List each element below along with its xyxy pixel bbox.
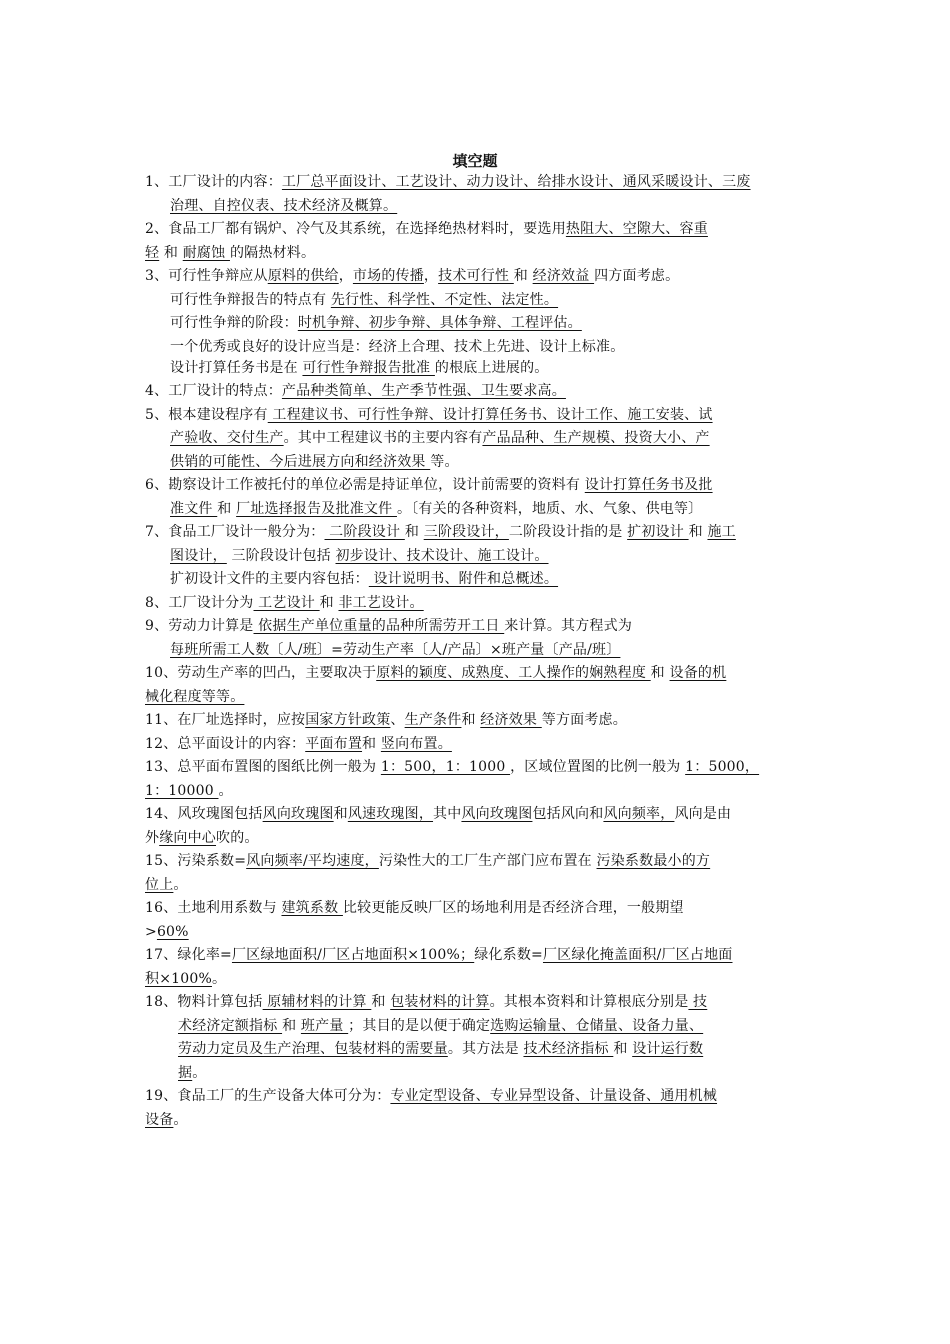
text-line [145, 1086, 717, 1106]
answer-text: 轻 [145, 245, 160, 261]
answer-text: 产品品种、生产规模、投资大小、产 [482, 430, 710, 446]
question-text: 13、总平面布置图的图纸比例一般为 [145, 759, 381, 775]
text-line [170, 313, 582, 333]
text-line [145, 781, 233, 801]
question-text: 2、食品工厂都有锅炉、冷气及其系统，在选择绝热材料时，要选用 [145, 221, 566, 237]
question-text: ，区域位置图的比例一般为 [510, 759, 686, 775]
text-line [145, 992, 707, 1012]
answer-text: 图设计， [170, 548, 227, 564]
answer-text: 耐腐蚀 [182, 245, 230, 261]
answer-text: 1：10000 [145, 783, 219, 799]
text-line [170, 337, 624, 357]
text-line [145, 172, 751, 192]
question-text: 7、食品工厂设计一般分为： [145, 524, 325, 540]
page-title: 填空题 [452, 152, 498, 170]
question-text: ；其目的是以便于确定 [348, 1018, 491, 1034]
question-text: 等。 [430, 454, 459, 470]
answer-text: 产品种类简单、生产季节性强、卫生要求高。 [281, 383, 566, 399]
question-text: 可行性争辩报告的特点有 [170, 292, 331, 308]
question-text: 和 [217, 501, 237, 517]
answer-text: 风向玫瑰图 [461, 806, 533, 822]
question-text: 和 [319, 595, 339, 611]
answer-text: 初步设计、技术设计、施工设计。 [335, 548, 549, 564]
question-text: 和 [333, 806, 348, 822]
question-text: 的隔热材料。 [229, 245, 316, 261]
question-text: 和 [613, 1041, 633, 1057]
answer-text: 缘向中心 [159, 830, 217, 846]
answer-text: 据 [178, 1065, 193, 1081]
text-line [145, 616, 632, 636]
answer-text: 时机争辩、初步争辩、具体争辩、工程评估。 [297, 315, 582, 331]
question-text: 外 [145, 830, 160, 846]
question-text: 可行性争辩的阶段： [170, 315, 298, 331]
text-line [145, 219, 708, 239]
text-line [170, 452, 459, 472]
text-line [145, 922, 189, 942]
answer-text: 工厂总平面设计、工艺设计、动力设计、给排水设计、通风采暖设计、三废 [281, 174, 751, 190]
text-line [170, 196, 397, 216]
question-text: 设计打算任务书是在 [170, 360, 303, 376]
answer-text: 产验收、交付生产 [170, 430, 284, 446]
question-text: 和 [650, 665, 670, 681]
answer-text: 原辅材料的计算 [262, 994, 372, 1010]
question-text: 来计算。其方程式为 [504, 618, 633, 634]
text-line [145, 828, 259, 848]
text-line [145, 1110, 188, 1130]
question-text: ， [423, 268, 439, 284]
question-text: 其中 [433, 806, 462, 822]
answer-text: 技术可行性 [438, 268, 514, 284]
answer-text: 1：500，1：1000 [380, 759, 511, 775]
question-text: 二阶段设计指的是 [508, 524, 628, 540]
question-text: 19、食品工厂的生产设备大体可分为： [145, 1088, 391, 1104]
question-text: 。 [218, 783, 233, 799]
question-text: 吹的。 [216, 830, 259, 846]
question-text: 。 [192, 1065, 207, 1081]
text-line [145, 522, 736, 542]
text-line [170, 499, 702, 519]
answer-text: 械化程度等等。 [145, 689, 245, 705]
answer-text: 施工 [707, 524, 736, 540]
question-text: 。其方法是 [447, 1041, 524, 1057]
question-text: 5、根本建设程序有 [145, 407, 268, 423]
question-text: 和 [688, 524, 708, 540]
text-line [170, 569, 558, 589]
question-text: 10、劳动生产率的凹凸，主要取决于 [145, 665, 377, 681]
answer-text: 扩初设计 [627, 524, 689, 540]
question-text: 、 [390, 712, 405, 728]
answer-text: 位上 [145, 877, 174, 893]
answer-text: 可行性争辩报告批准 [302, 360, 435, 376]
answer-text: 技 [688, 994, 708, 1010]
question-text: 。其根本资料和计算根底分别是 [489, 994, 689, 1010]
text-line [145, 851, 710, 871]
answer-text: 原料的供给 [267, 268, 339, 284]
answer-text: 建筑系数 [281, 900, 343, 916]
text-line [145, 687, 244, 707]
question-text: 16、土地利用系数与 [145, 900, 282, 916]
answer-text: 积×100% [145, 971, 212, 987]
answer-text: 非工艺设计。 [338, 595, 424, 611]
answer-text: 设备 [145, 1112, 174, 1128]
answer-text: 经济效果 [480, 712, 542, 728]
text-line [170, 290, 558, 310]
answer-text: 风速玫瑰图， [347, 806, 434, 822]
text-line [145, 381, 566, 401]
text-line [170, 640, 620, 660]
question-text: 绿化系数= [474, 947, 543, 963]
question-text: 四方面考虑。 [594, 268, 680, 284]
answer-text: 风向频率， [603, 806, 675, 822]
answer-text: 设计打算任务书及批 [584, 477, 713, 493]
question-text: 和 [159, 245, 183, 261]
text-line [145, 266, 679, 286]
answer-text: 选购运输量、仓储量、设备力量、 [490, 1018, 704, 1034]
question-text: 。其中工程建议书的主要内容有 [283, 430, 483, 446]
text-line [145, 945, 733, 965]
question-text: 包括风向和 [532, 806, 604, 822]
answer-text: 厂区绿地面积/厂区占地面积×100%； [231, 947, 475, 963]
answer-text: 术经济定额指标 [178, 1018, 283, 1034]
answer-text: 二阶段设计 [324, 524, 405, 540]
question-text: 和 [362, 736, 381, 752]
answer-text: 工程建议书、可行性争辩、设计打算任务书、设计工作、施工安装、试 [267, 407, 713, 423]
text-line [178, 1063, 206, 1083]
answer-text: 技术经济指标 [523, 1041, 614, 1057]
question-text: 。 [173, 1112, 188, 1128]
text-line [178, 1039, 703, 1059]
answer-text: 污染系数最小的方 [596, 853, 711, 869]
answer-text: 依据生产单位重量的品种所需劳开工日 [253, 618, 505, 634]
answer-text: 先行性、科学性、不定性、法定性。 [330, 292, 559, 308]
question-text: 一个优秀或良好的设计应当是：经济上合理、技术上先进、设计上标准。 [170, 339, 625, 355]
answer-text: 设计运行数 [632, 1041, 704, 1057]
question-text: 14、风玫瑰图包括 [145, 806, 263, 822]
question-text: 18、物料计算包括 [145, 994, 263, 1010]
question-text: 4、工厂设计的特点： [145, 383, 282, 399]
answer-text: 经济效益 [532, 268, 595, 284]
question-text: 12、总平面设计的内容： [145, 736, 306, 752]
answer-text: 工艺设计 [253, 595, 320, 611]
text-line [145, 405, 713, 425]
text-line [145, 710, 627, 730]
question-text: 等方面考虑。 [541, 712, 627, 728]
question-text: 的根底上进展的。 [434, 360, 549, 376]
text-line [145, 593, 424, 613]
question-text: 比较更能反映厂区的场地利用是否经济合理，一般期望 [342, 900, 684, 916]
question-text: 8、工厂设计分为 [145, 595, 254, 611]
answer-text: 风向频率/平均速度， [246, 853, 379, 869]
text-line [170, 428, 710, 448]
answer-text: 风向玫瑰图 [262, 806, 334, 822]
question-text: 17、绿化率= [145, 947, 232, 963]
answer-text: 设备的机 [669, 665, 727, 681]
answer-text: 治理、自控仪表、技术经济及概算。 [170, 198, 398, 214]
text-line [145, 898, 684, 918]
question-text: 扩初设计文件的主要内容包括： [170, 571, 369, 587]
text-line [145, 663, 726, 683]
text-line [145, 475, 713, 495]
answer-text: 专业定型设备、专业异型设备、计量设备、通用机械 [390, 1088, 718, 1104]
answer-text: 生产条件 [404, 712, 462, 728]
answer-text: 班产量 [300, 1018, 349, 1034]
question-text: 9、劳动力计算是 [145, 618, 254, 634]
answer-text: 准文件 [170, 501, 218, 517]
question-text: 15、污染系数= [145, 853, 247, 869]
question-text: 。 [173, 877, 188, 893]
question-text: 风向是由 [674, 806, 732, 822]
question-text: 6、勘察设计工作被托付的单位必需是持证单位，设计前需要的资料有 [145, 477, 585, 493]
answer-text: 劳动力定员及生产治理、包装材料的需要量 [178, 1041, 448, 1057]
answer-text: 设计说明书、附件和总概述。 [368, 571, 559, 587]
answer-text: 厂址选择报告及批准文件 [236, 501, 397, 517]
answer-text: 厂区绿化掩盖面积/厂区占地面 [542, 947, 733, 963]
text-line [145, 804, 731, 824]
answer-text: 60% [156, 924, 189, 940]
question-text: 。〔有关的各种资料，地质、水、气象、供电等〕 [396, 501, 703, 517]
text-line [170, 358, 549, 378]
text-line [170, 546, 549, 566]
question-text: ， [338, 268, 353, 284]
question-text: 11、在厂址选择时，应按 [145, 712, 306, 728]
question-text: 和 [513, 268, 533, 284]
answer-text: 市场的传播 [352, 268, 424, 284]
question-text: > [145, 924, 157, 940]
text-line [145, 734, 452, 754]
text-line [145, 875, 188, 895]
answer-text: 原料的颖度、成熟度、工人操作的娴熟程度 [376, 665, 651, 681]
question-text: 1、工厂设计的内容： [145, 174, 282, 190]
answer-text: 热阻大、空隙大、容重 [565, 221, 708, 237]
question-text: 。 [211, 971, 227, 987]
text-line [178, 1016, 703, 1036]
answer-text: 包装材料的计算 [390, 994, 490, 1010]
text-line [145, 757, 759, 777]
question-text: 和 [461, 712, 481, 728]
answer-text: 国家方针政策 [305, 712, 391, 728]
answer-text: 平面布置 [305, 736, 363, 752]
text-line [145, 969, 226, 989]
question-text: 3、可行性争辩应从 [145, 268, 268, 284]
answer-text: 1：5000， [685, 759, 760, 775]
answer-text: 三阶段设计， [423, 524, 509, 540]
answer-text: 竖向布置。 [380, 736, 452, 752]
answer-text: 每班所需工人数〔人/班〕=劳动生产率〔人/产品〕×班产量〔产品/班〕 [170, 642, 621, 658]
question-text: 和 [282, 1018, 301, 1034]
question-text: 三阶段设计包括 [226, 548, 336, 564]
answer-text: 供销的可能性、今后进展方向和经济效果 [170, 454, 431, 470]
question-text: 和 [371, 994, 391, 1010]
question-text: 和 [404, 524, 424, 540]
text-line [145, 243, 315, 263]
question-text: 污染性大的工厂生产部门应布置在 [378, 853, 597, 869]
